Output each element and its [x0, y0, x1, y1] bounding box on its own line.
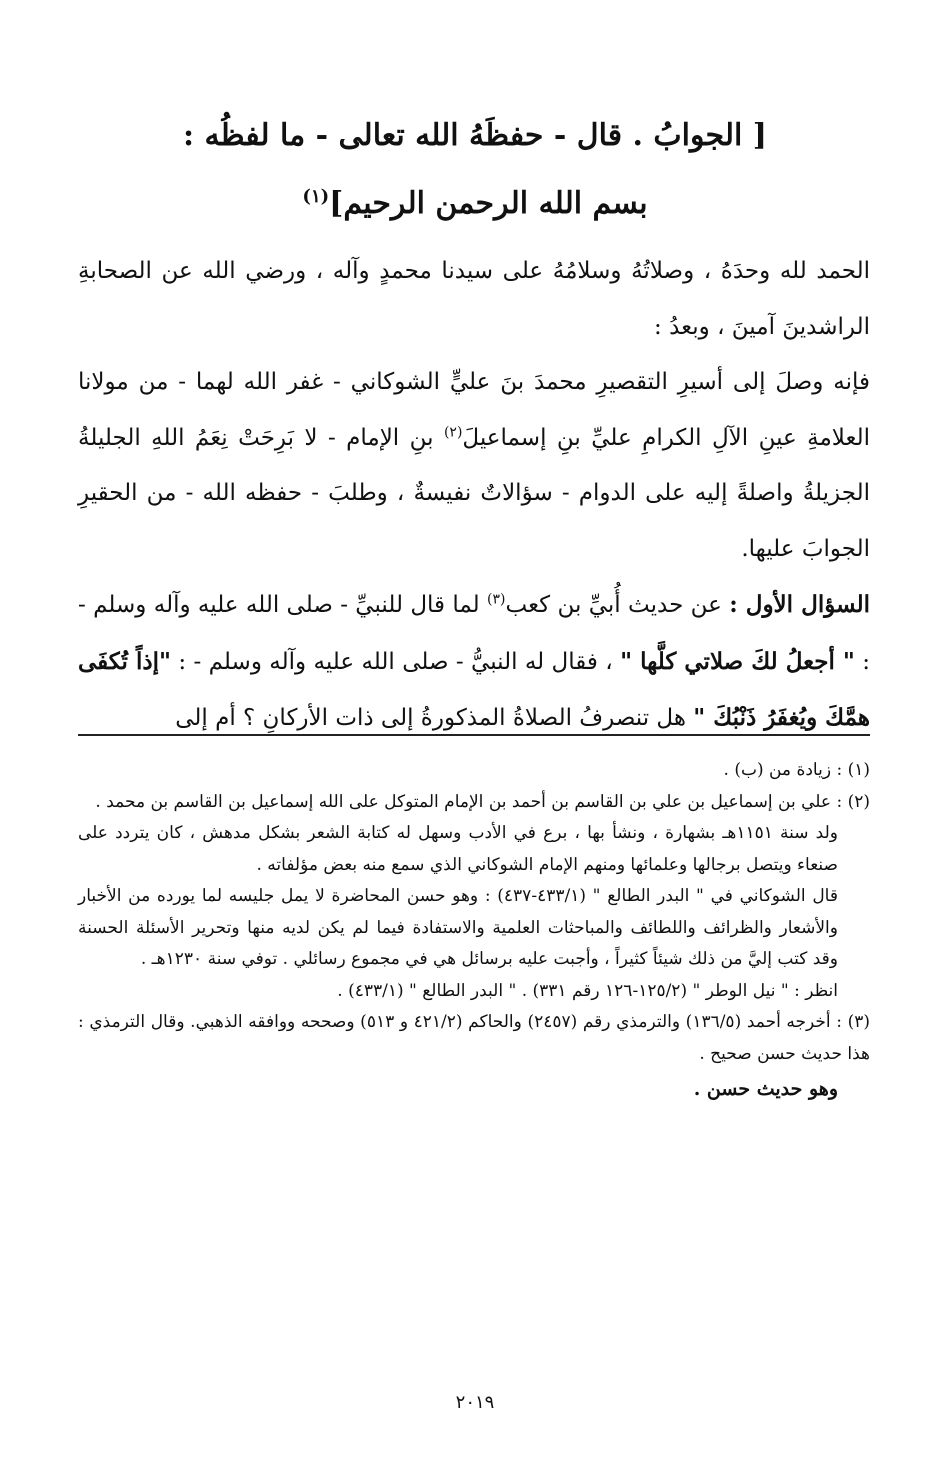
basmala-text: بسم الله الرحمن الرحيم] — [329, 186, 648, 221]
question-label: السؤال الأول : — [729, 591, 871, 618]
intro-part-b: بنِ الإمام - لا بَرِحَتْ نِعَمُ اللهِ الجليلةُ الجزيلةُ واصلةً إليه على الدوام - سؤالاتٌ نفيسةٌ ، وطلبَ - حفظه الله - من الحقيرِ الجوابَ عليها. — [78, 424, 870, 562]
footnotes — [78, 755, 870, 1106]
basmala-heading — [80, 186, 870, 222]
question-part-d: هل تنصرفُ الصلاةُ المذكورةُ إلى ذات الأركانِ ؟ أم إلى — [175, 705, 686, 731]
main-text — [78, 244, 870, 747]
question-part-c: ، فقال له النبيُّ - صلى الله عليه وآله وسلم - : — [178, 648, 613, 675]
footnote-2-line-4: انظر : " نيل الوطر " (١٢٥/٢-١٢٦ رقم ٣٣١) . " البدر الطالع " (٤٣٣/١) . — [337, 980, 838, 1001]
hadith-quote-2: "إذاً تُكفَى همَّكَ ويُغفَرُ ذَنْبُكَ " — [78, 647, 870, 731]
footnote-3-line-1: (٣) : أخرجه أحمد (١٣٦/٥) والترمذي رقم (٢٤٥٧) والحاكم (٤٢١/٢ و ٥١٣) وصححه ووافقه الذهبي. وقال الترمذي : هذا حديث حسن صحيح . — [78, 1012, 870, 1064]
footnote-separator — [78, 734, 870, 736]
page-number: ٢٠١٩ — [455, 1392, 495, 1413]
hadith-quote-1: " أجعلُ لكَ صلاتي كلَّها " — [620, 647, 855, 675]
opening-paragraph: الحمد لله وحدَهُ ، وصلاتُهُ وسلامُهُ على سيدنا محمدٍ وآله ، ورضي الله عن الصحابةِ الراشدينَ آمينَ ، وبعدُ : — [78, 258, 870, 340]
first-question-paragraph — [78, 577, 870, 747]
question-part-a: عن حديث أُبيِّ بن كعب — [505, 592, 722, 618]
introduction-paragraph — [78, 355, 870, 577]
footnote-ref-1: (١) — [302, 186, 330, 207]
footnote-3-line-2: وهو حديث حسن . — [693, 1078, 838, 1100]
answer-heading: [ الجوابُ . قال - حفظَهُ الله تعالى - ما لفظُه : — [183, 118, 767, 153]
footnote-1: (١) : زيادة من (ب) . — [723, 760, 870, 780]
footnote-2-line-3: قال الشوكاني في " البدر الطالع " (٤٣٣/١-٤٣٧) : وهو حسن المحاضرة لا يمل جليسه لما يورده من الأخبار والأشعار والظرائف واللطائف والمباحثات العلمية والاستفادة فيما لم يكن لديه منها وتحرير الأسئلة الحسنة وقد كتب إليَّ من ذلك شيئاً كثيراً ، وأجبت عليه برسائل هي في مجموع رسائلي . توفي سنة ١٢٣٠هـ . — [78, 886, 838, 969]
footnote-ref-3: (٣) — [487, 591, 506, 608]
intro-part-a: فإنه وصلَ إلى أسيرِ التقصيرِ محمدَ بنَ عليٍّ الشوكاني - غفر الله لهما - من مولانا العلامةِ عينِ الآلِ الكرامِ عليِّ بنِ إسماعيلَ — [78, 369, 871, 451]
footnote-ref-2: (٢) — [443, 423, 463, 440]
footnote-2-line-1: (٢) : علي بن إسماعيل بن علي بن القاسم بن أحمد بن الإمام المتوكل على الله إسماعيل بن القاسم بن محمد . — [95, 791, 870, 812]
footnote-2-line-2: ولد سنة ١١٥١هـ بشهارة ، ونشأ بها ، برع في الأدب وسهل له كتابة الشعر بشكل مدهش ، كان يتردد على صنعاء ويتصل برجالها وعلمائها ومنهم الإمام الشوكاني الذي سمع منه بعض مؤلفاته . — [78, 823, 838, 875]
question-part-b: لما قال للنبيِّ - صلى الله عليه وآله وسلم - : — [78, 592, 871, 675]
